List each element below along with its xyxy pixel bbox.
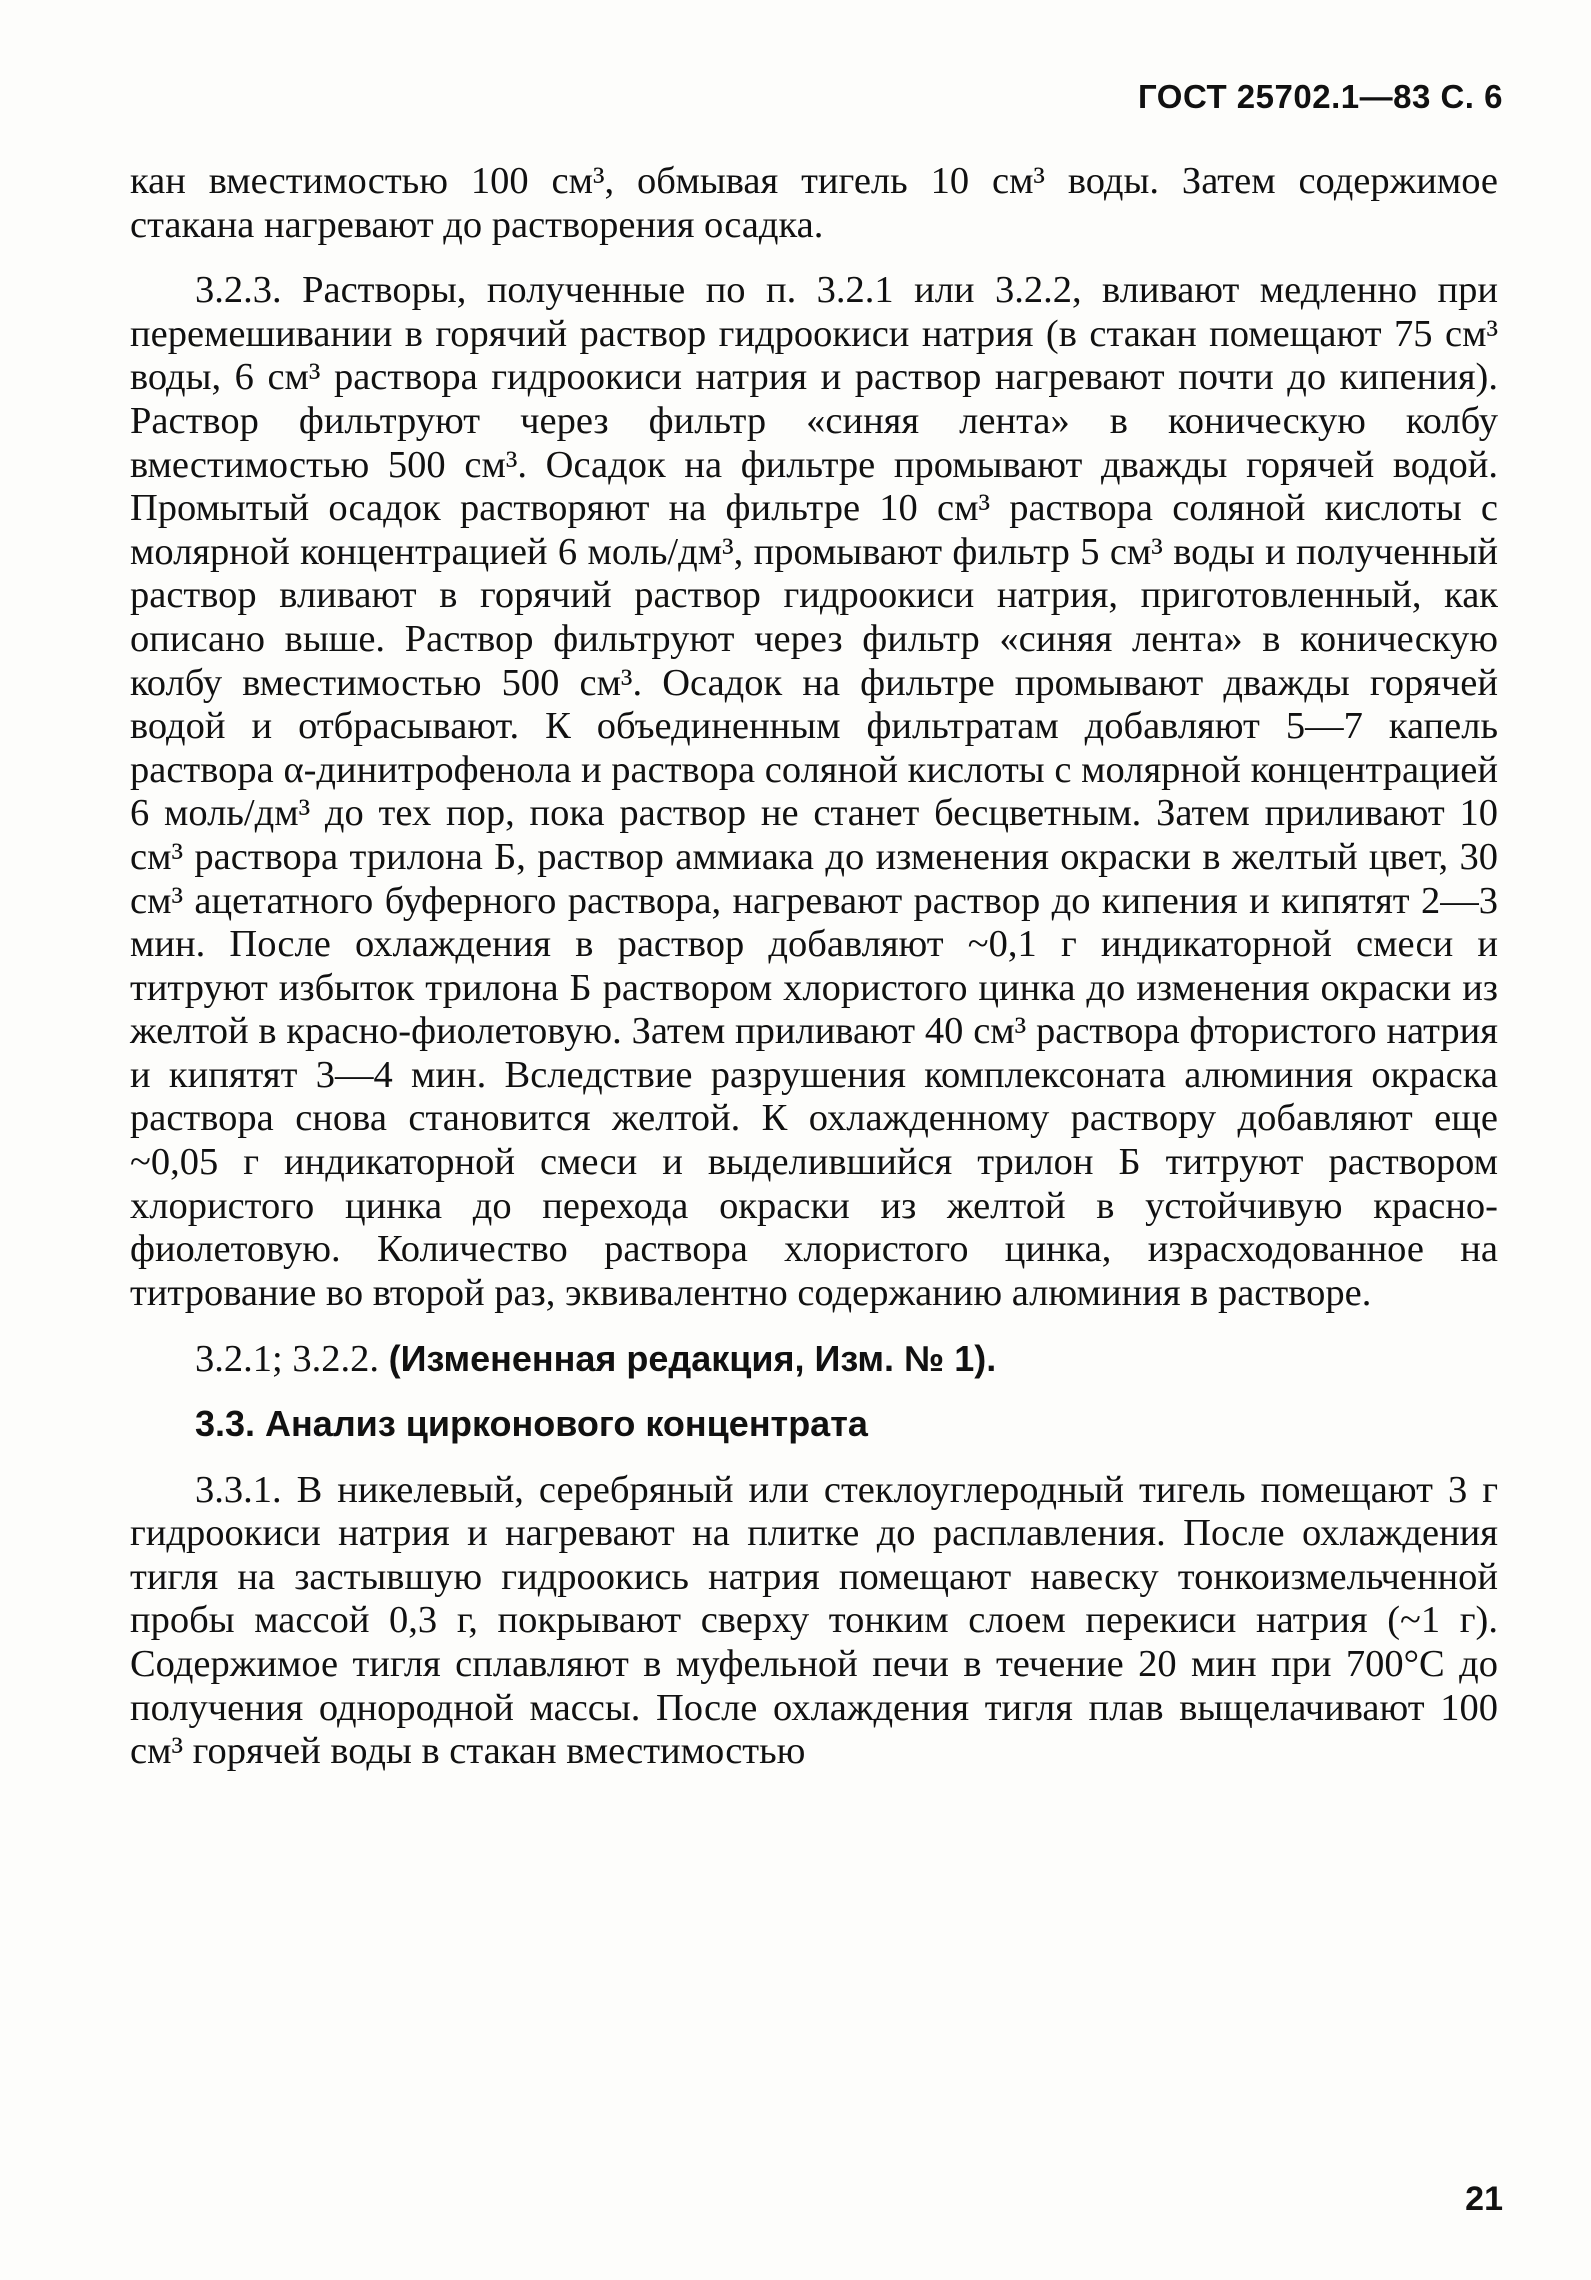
paragraph-continuation: кан вместимостью 100 см³, обмывая тигель 10 см³ воды. Затем содержимое стакана нагревают до растворения осадка. — [130, 160, 1498, 246]
page-header: ГОСТ 25702.1—83 С. 6 — [1138, 78, 1503, 115]
paragraph-3-3-1: 3.3.1. В никелевый, серебряный или стеклоуглеродный тигель помещают 3 г гидроокиси натрия и нагревают на плитке до расплавления. После охлаждения тигля на застывшую гидроокись натрия помещают навеску тонкоизмельченной пробы массой 0,3 г, покрывают сверху тонким слоем перекиси натрия (~1 г). Содержимое тигля сплавляют в муфельной печи в течение 20 мин при 700°С до получения однородной массы. После охлаждения тигля плав выщелачивают 100 см³ горячей воды в стакан вместимостью — [130, 1468, 1498, 1773]
amendment-note — [130, 1337, 1498, 1382]
section-heading-3-3 — [130, 1402, 1498, 1447]
amendment-ref: 3.2.1; 3.2.2. — [195, 1338, 389, 1381]
amendment-bold: (Измененная редакция, Изм. № 1). — [388, 1338, 997, 1380]
section-title: 3.3. Анализ цирконового концентрата — [195, 1403, 868, 1445]
paragraph-3-2-3: 3.2.3. Растворы, полученные по п. 3.2.1 или 3.2.2, вливают медленно при перемешивании в горячий раствор гидроокиси натрия (в стакан помещают 75 см³ воды, 6 см³ раствора гидроокиси натрия и раствор нагревают почти до кипения). Раствор фильтруют через фильтр «синяя лента» в коническую колбу вместимостью 500 см³. Осадок на фильтре промывают дважды горячей водой. Промытый осадок растворяют на фильтре 10 см³ раствора соляной кислоты с молярной концентрацией 6 моль/дм³, промывают фильтр 5 см³ воды и полученный раствор вливают в горячий раствор гидроокиси натрия, приготовленный, как описано выше. Раствор фильтруют через фильтр «синяя лента» в коническую колбу вместимостью 500 см³. Осадок на фильтре промывают дважды горячей водой и отбрасывают. К объединенным фильтратам добавляют 5—7 капель раствора α-динитрофенола и раствора соляной кислоты с молярной концентрацией 6 моль/дм³ до тех пор, пока раствор не станет бесцветным. Затем приливают 10 см³ раствора трилона Б, раствор аммиака до изменения окраски в желтый цвет, 30 см³ ацетатного буферного раствора, нагревают раствор до кипения и кипятят 2—3 мин. После охлаждения в раствор добавляют ~0,1 г индикаторной смеси и титруют избыток трилона Б раствором хлористого цинка до изменения окраски из желтой в красно-фиолетовую. Затем приливают 40 см³ раствора фтористого натрия и кипятят 3—4 мин. Вследствие разрушения комплексоната алюминия окраска раствора снова становится желтой. К охлажденному раствору добавляют еще ~0,05 г индикаторной смеси и выделившийся трилон Б титруют раствором хлористого цинка до перехода окраски из желтой в устойчивую красно-фиолетовую. Количество раствора хлористого цинка, израсходованное на титрование во второй раз, эквивалентно содержанию алюминия в растворе. — [130, 269, 1498, 1314]
page-number: 21 — [1465, 2180, 1503, 2218]
body-text — [130, 160, 1498, 1774]
